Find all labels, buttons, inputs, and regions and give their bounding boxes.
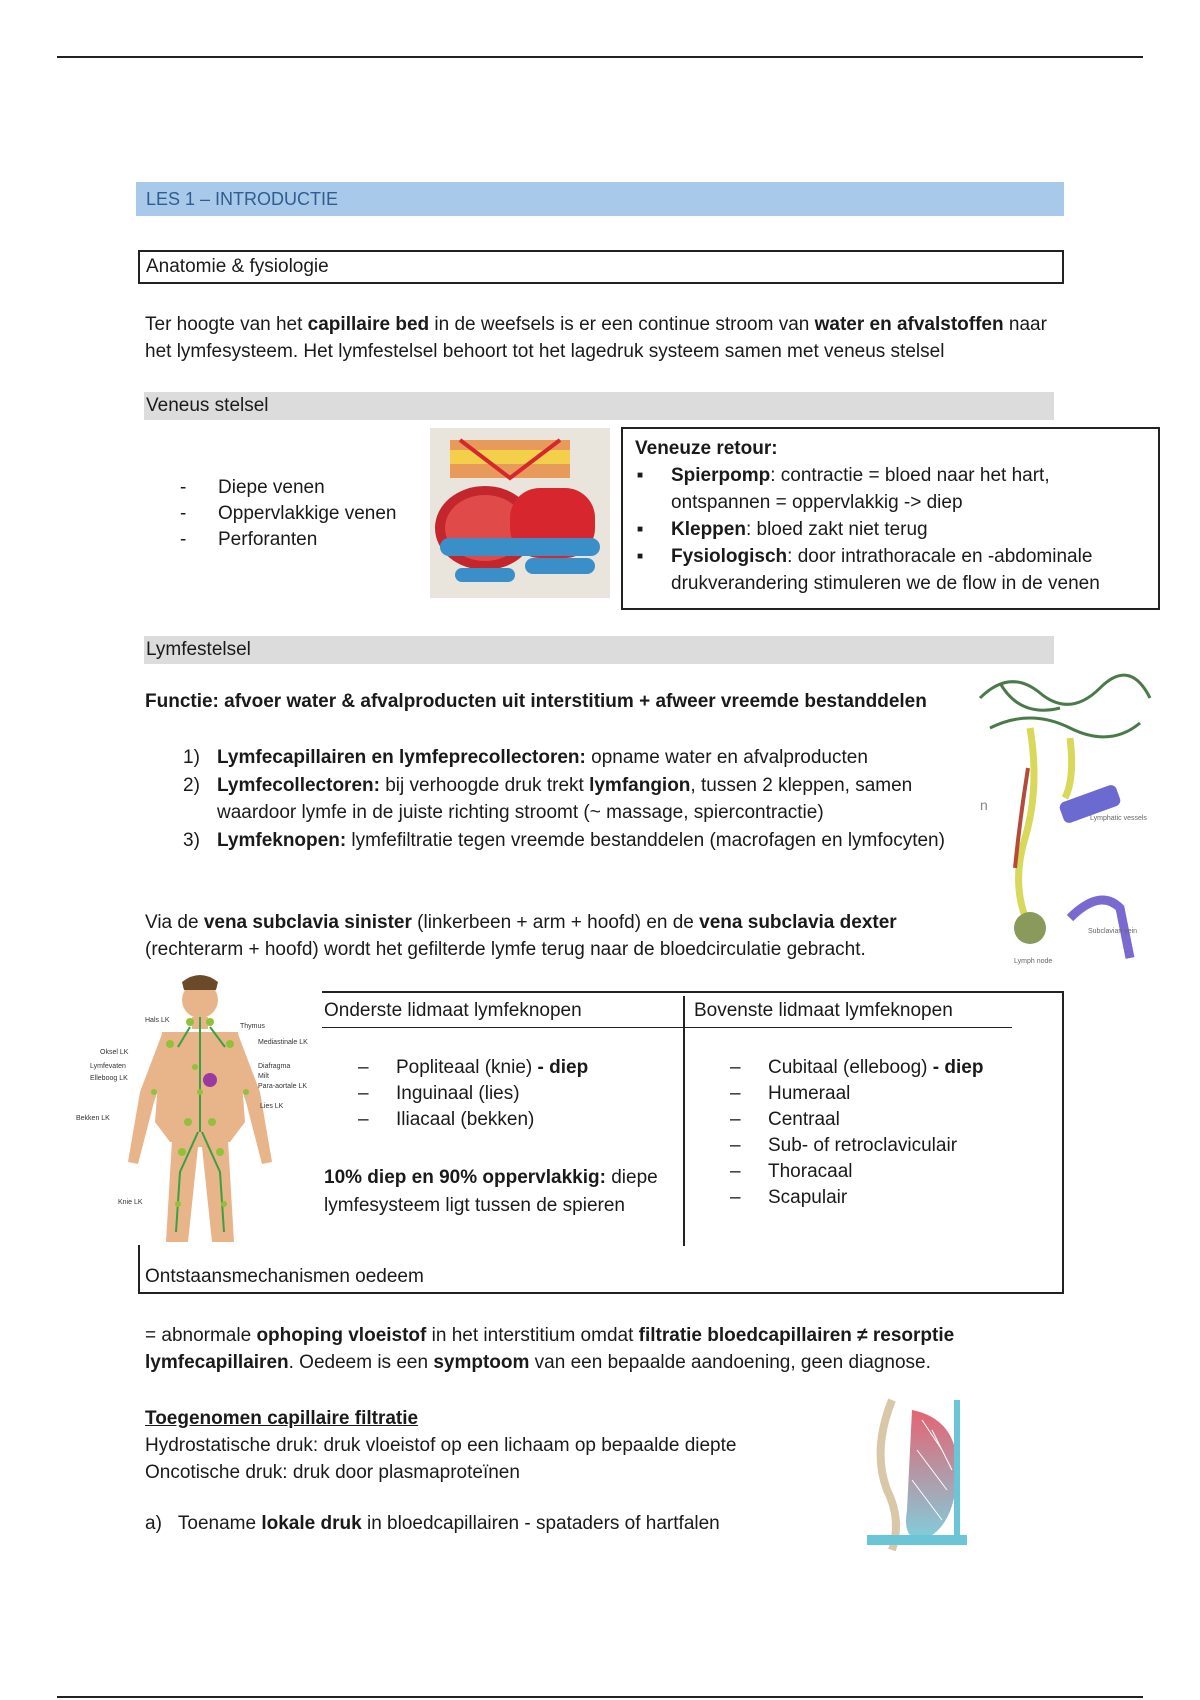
fig-label: Hals LK [145, 1017, 170, 1024]
veneus-heading: Veneus stelsel [144, 392, 1054, 420]
list-item: ■ Spierpomp: contractie = bloed naar het hart, ontspannen = oppervlakkig -> diep [635, 462, 1146, 516]
fig-label: n [980, 797, 988, 813]
list-item: – Humeraal [730, 1081, 983, 1107]
lymphatic-vessels-image [970, 668, 1160, 978]
hydrostatic-line: Hydrostatische druk: druk vloeistof op een lichaam op bepaalde diepte [145, 1435, 737, 1456]
filtratie-item-a: a) Toename lokale druk in bloedcapillairen - spataders of hartfalen [145, 1513, 720, 1534]
lymph-node-body-image [70, 972, 325, 1252]
list-item: ■ Kleppen: bloed zakt niet terug [635, 516, 1146, 543]
lower-limb-list [358, 1055, 588, 1133]
depth-note: 10% diep en 90% oppervlakkig: diepe lymfesysteem ligt tussen de spieren [324, 1167, 658, 1216]
fig-label: Subclavian vein [1088, 928, 1138, 935]
filtratie-block [145, 1405, 736, 1486]
top-rule [57, 56, 1143, 58]
list-item: – Popliteaal (knie) - diep [358, 1055, 588, 1081]
fig-label: Oksel LK [100, 1049, 129, 1056]
fig-label: Bekken LK [76, 1115, 110, 1122]
table-right-head: Bovenste lidmaat lymfeknopen [694, 1000, 953, 1021]
table-divider [683, 996, 685, 1246]
retour-title: Veneuze retour: [635, 438, 778, 459]
functie-line: Functie: afvoer water & afvalproducten uit interstitium + afweer vreemde bestanddelen [145, 691, 927, 712]
list-item: - Perforanten [180, 527, 397, 553]
fig-label: Knie LK [118, 1199, 143, 1206]
capillary-bed-image [862, 1390, 972, 1560]
table-header-rule [322, 1027, 1012, 1028]
list-item: 3) Lymfeknopen: lymfefiltratie tegen vreemde bestanddelen (macrofagen en lymfocyten) [183, 829, 945, 851]
list-item: – Cubitaal (elleboog) - diep [730, 1055, 983, 1081]
list-item: - Oppervlakkige venen [180, 501, 397, 527]
list-item: – Centraal [730, 1107, 983, 1133]
list-item: – Iliacaal (bekken) [358, 1107, 588, 1133]
lymf-list [145, 744, 960, 854]
oedeem-heading: Ontstaansmechanismen oedeem [145, 1266, 424, 1287]
list-item: ■ Fysiologisch: door intrathoracale en -abdominale drukverandering stimuleren we de flow in de venen [635, 543, 1146, 597]
list-item: - Diepe venen [180, 475, 397, 501]
upper-limb-list [730, 1055, 983, 1211]
fig-label: Elleboog LK [90, 1075, 128, 1082]
fig-label: Lymphatic vessels [1090, 815, 1147, 822]
list-item: 2) Lymfecollectoren: bij verhoogde druk trekt lymfangion, tussen 2 kleppen, samen waardoor lymfe in de juiste richting stroomt (~ massage, spiercontractie) [183, 774, 913, 823]
fig-label: Lymfevaten [90, 1063, 126, 1070]
oedeem-paragraph: = abnormale ophoping vloeistof in het interstitium omdat filtratie bloedcapillairen ≠ resorptie lymfecapillairen. Oedeem is een symptoom van een bepaalde aandoening, geen diagnose. [145, 1325, 955, 1373]
veneus-list [180, 475, 397, 553]
fig-label: Diafragma [258, 1063, 291, 1070]
list-item: – Inguinaal (lies) [358, 1081, 588, 1107]
table-left-head: Onderste lidmaat lymfeknopen [324, 1000, 582, 1021]
bottom-rule [57, 1696, 1143, 1698]
list-item: – Sub- of retroclaviculair [730, 1133, 983, 1159]
fig-label: Milt [258, 1073, 269, 1080]
fig-label: Mediastinale LK [258, 1039, 308, 1046]
section-heading: Anatomie & fysiologie [138, 250, 1064, 284]
vein-anatomy-image [430, 428, 610, 598]
fig-label: Thymus [240, 1023, 265, 1030]
veneuze-retour-box [621, 427, 1160, 610]
intro-paragraph: Ter hoogte van het capillaire bed in de weefsels is er een continue stroom van water en afvalstoffen naar het lymfesysteem. Het lymfestelsel behoort tot het lagedruk systeem samen met veneus stelsel [145, 314, 1047, 362]
lymf-heading: Lymfestelsel [144, 636, 1054, 664]
chapter-title: LES 1 – INTRODUCTIE [136, 182, 1064, 216]
fig-label: Lymph node [1014, 958, 1053, 965]
fig-label: Para-aortale LK [258, 1083, 308, 1090]
filtratie-heading: Toegenomen capillaire filtratie [145, 1408, 419, 1429]
oncotic-line: Oncotische druk: druk door plasmaproteïnen [145, 1462, 520, 1483]
list-item: – Thoracaal [730, 1159, 983, 1185]
via-paragraph: Via de vena subclavia sinister (linkerbeen + arm + hoofd) en de vena subclavia dexter (rechterarm + hoofd) wordt het gefilterde lymfe terug naar de bloedcirculatie gebracht. [145, 912, 897, 960]
fig-label: Lies LK [260, 1103, 284, 1110]
list-item: – Scapulair [730, 1185, 983, 1211]
list-item: 1) Lymfecapillairen en lymfeprecollectoren: opname water en afvalproducten [183, 747, 868, 768]
